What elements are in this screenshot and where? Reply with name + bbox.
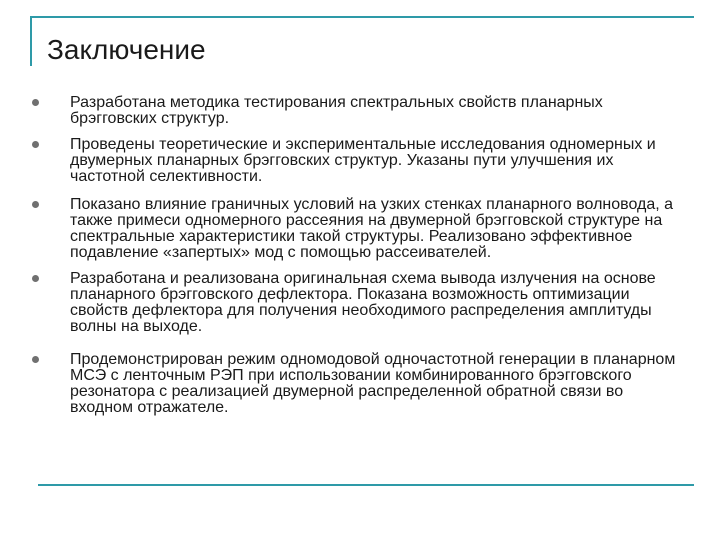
frame-left-line bbox=[30, 16, 32, 66]
frame-top-line bbox=[30, 16, 694, 18]
bullet-item bbox=[30, 197, 680, 261]
bullet-list bbox=[30, 95, 680, 424]
bullet-dot-icon bbox=[32, 99, 39, 106]
bullet-text: Продемонстрирован режим одномодовой одночастотной генерации в планарном МСЭ с ленточным РЭП при использовании комбинированного брэгговского резонатора с реализацией двумерной распределенной обратной связи во входном отражателе. bbox=[70, 351, 676, 416]
bullet-item bbox=[30, 271, 680, 335]
bullet-dot-icon bbox=[32, 141, 39, 148]
bullet-dot-icon bbox=[32, 356, 39, 363]
bullet-dot-icon bbox=[32, 201, 39, 208]
bullet-item bbox=[30, 95, 680, 127]
bullet-text: Проведены теоретические и экспериментальные исследования одномерных и двумерных планарных брэгговских структур. Указаны пути улучшения их частотной селективности. bbox=[70, 136, 656, 185]
bullet-item bbox=[30, 137, 680, 185]
frame-bottom-line bbox=[38, 484, 694, 486]
bullet-text: Разработана и реализована оригинальная схема вывода излучения на основе планарного брэгговского дефлектора. Показана возможность оптимизации свойств дефлектора для получения необходимого распределения амплитуды волны на выходе. bbox=[70, 270, 656, 335]
bullet-text: Разработана методика тестирования спектральных свойств планарных брэгговских структур. bbox=[70, 94, 603, 127]
bullet-dot-icon bbox=[32, 275, 39, 282]
bullet-item bbox=[30, 352, 680, 416]
bullet-text: Показано влияние граничных условий на узких стенках планарного волновода, а также примеси одномерного рассеяния на двумерной брэгговской структуре на спектральные характеристики такой структуры. Реализовано эффективное подавление «запертых» мод с помощью рассеивателей. bbox=[70, 196, 674, 261]
slide-title: Заключение bbox=[47, 34, 206, 65]
